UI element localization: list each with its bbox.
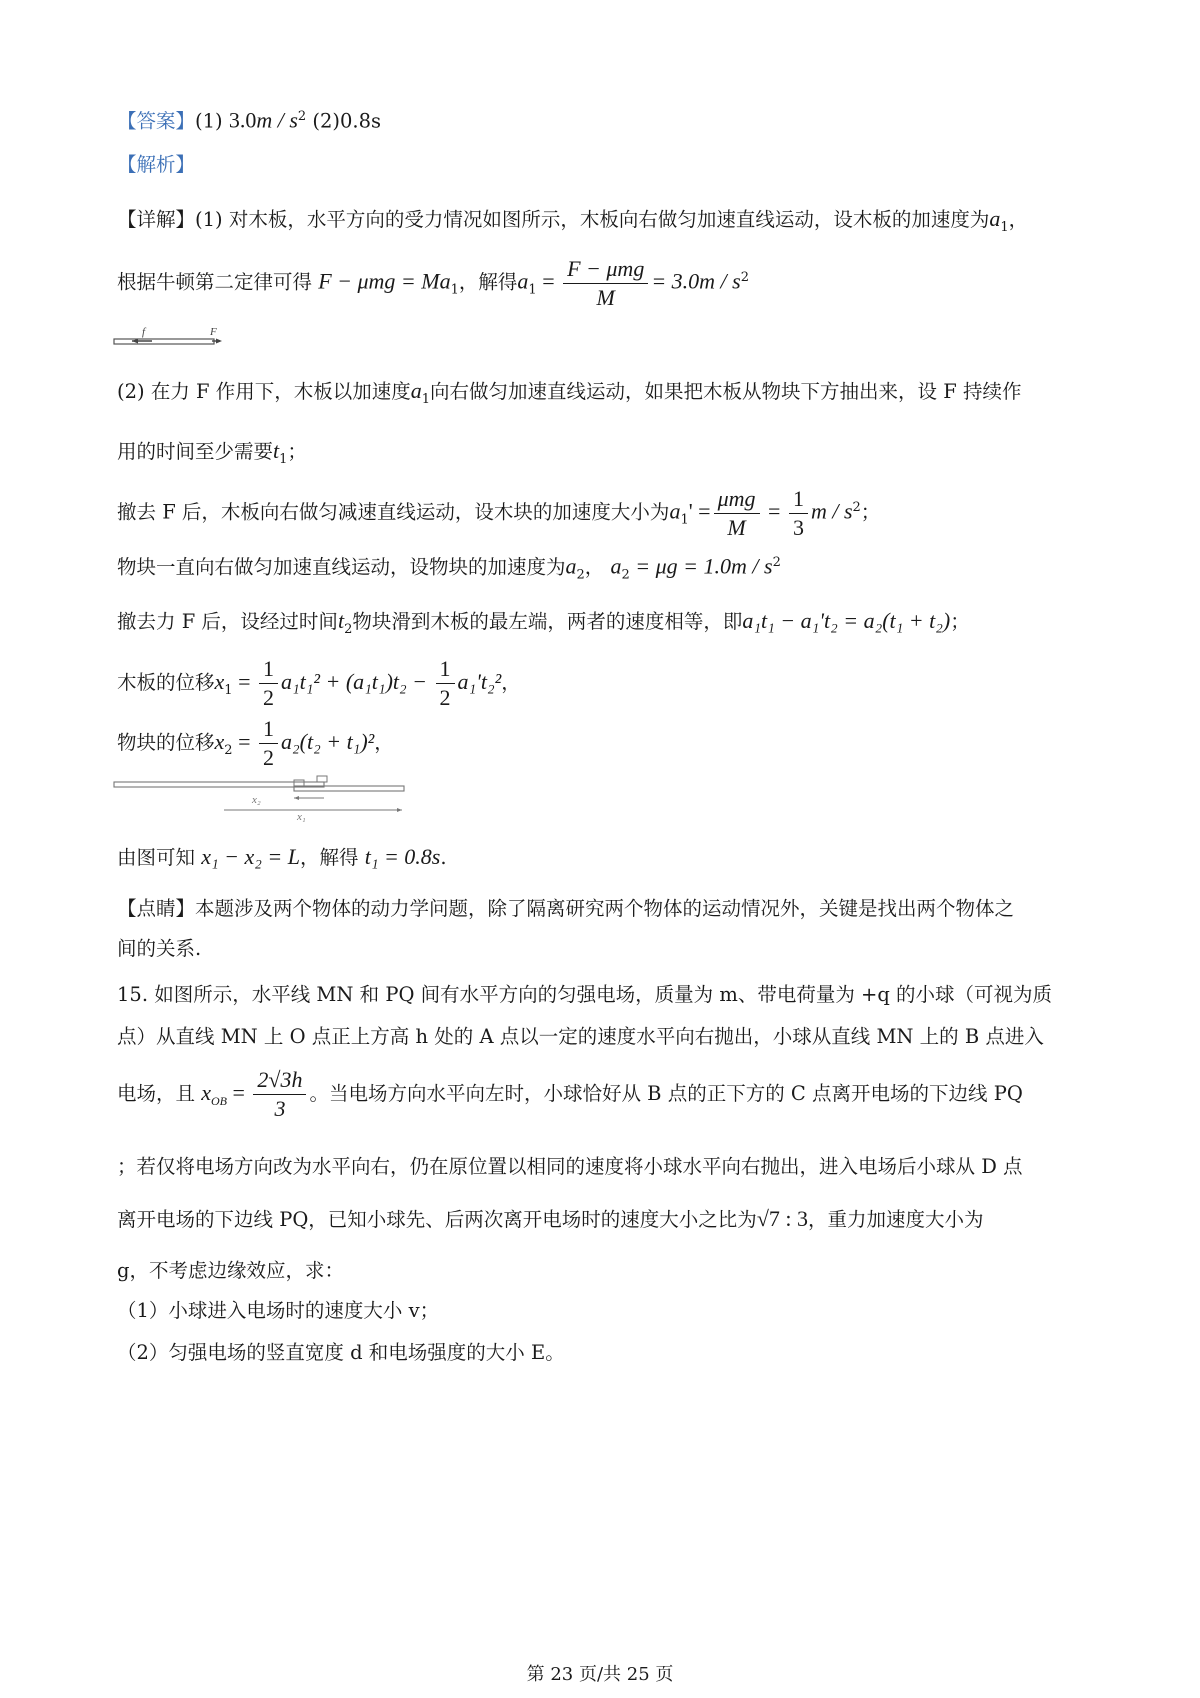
q15-line1-text: 15. 如图所示，水平线 MN 和 PQ 间有水平方向的匀强电场，质量为 m、带电荷量为 +q 的小球（可视为质 bbox=[117, 983, 1053, 1006]
conclusion-line bbox=[117, 844, 447, 871]
detail-line2-eq-sub: 1 bbox=[450, 282, 459, 298]
detail-line2-text: 根据牛顿第二定律可得 bbox=[117, 270, 313, 294]
q15-line2-text: 点）从直线 MN 上 O 点正上方高 h 处的 A 点以一定的速度水平向右抛出，小球从直线 MN 上的 B 点进入 bbox=[117, 1025, 1044, 1048]
part2-line-2 bbox=[117, 438, 307, 473]
detail-line2-num: F − μmg bbox=[563, 255, 648, 284]
q15-line-3 bbox=[117, 1062, 1023, 1132]
part2-line6-eq: = bbox=[232, 669, 256, 694]
part2-line3-num: μmg bbox=[714, 485, 760, 514]
q15-line-4 bbox=[117, 1154, 1023, 1180]
part2-line5-text: 撤去力 F 后，设经过时间 bbox=[117, 610, 338, 633]
q15-line5-text-b: ，重力加速度大小为 bbox=[808, 1208, 984, 1231]
comment-line-1 bbox=[117, 896, 1014, 922]
part2-line-4 bbox=[117, 550, 781, 588]
q15-line-2 bbox=[117, 1024, 1044, 1050]
q15-line6-text: g，不考虑边缘效应，求： bbox=[117, 1259, 344, 1282]
x2-label: x₂ bbox=[252, 794, 261, 806]
q15-line3-sub: OB bbox=[210, 1093, 227, 1108]
part2-line5-var: t bbox=[337, 608, 345, 633]
x2-arrowhead bbox=[294, 796, 299, 800]
part2-line1-var: a bbox=[410, 378, 422, 403]
part2-line6-fraction2 bbox=[436, 655, 455, 712]
friction-label: f bbox=[142, 326, 146, 338]
part2-line5-eq: a₁t₁ − a₁'t₂ = a₂(t₁ + t₂) bbox=[742, 608, 951, 633]
detail-line2-den: M bbox=[596, 284, 615, 310]
detail-line1-var: a bbox=[989, 206, 1001, 231]
part2-line4-eq: a bbox=[610, 553, 622, 579]
conclusion-end: . bbox=[440, 846, 447, 869]
part2-line2-end: ； bbox=[287, 440, 307, 463]
part2-line3-end: ； bbox=[860, 500, 881, 524]
part2-line4-mid: ， bbox=[584, 555, 605, 579]
part2-line3-eq: = bbox=[762, 498, 786, 524]
part2-line7-eq: = bbox=[232, 729, 256, 754]
q15-line-6 bbox=[117, 1258, 344, 1284]
part2-line3-den: M bbox=[727, 514, 746, 540]
detail-line1-end: ， bbox=[1008, 208, 1029, 231]
board-shape bbox=[114, 339, 214, 344]
analysis-line bbox=[117, 152, 195, 178]
q15-line3-den: 3 bbox=[274, 1096, 286, 1121]
q15-line5-text-a: 离开电场的下边线 PQ，已知小球先、后两次离开电场时的速度大小之比为 bbox=[117, 1208, 757, 1231]
q15-line4-text: ；若仅将电场方向改为水平向右，仍在原位置以相同的速度将小球水平向右抛出，进入电场后小球从 D 点 bbox=[117, 1155, 1023, 1178]
part2-line2-text: 用的时间至少需要 bbox=[117, 440, 274, 463]
part2-line6-frac2-num: 1 bbox=[436, 655, 455, 684]
part2-line6-frac2-den: 2 bbox=[439, 685, 451, 710]
part2-line4-sub: 2 bbox=[576, 567, 585, 583]
part2-line-6 bbox=[117, 652, 521, 721]
comment-line2-text: 间的关系. bbox=[117, 937, 202, 960]
x1-arrowhead bbox=[397, 808, 402, 812]
detail-line2-result-exp: 2 bbox=[740, 270, 750, 285]
force-arrowhead bbox=[216, 339, 222, 344]
detail-line2-result: = 3.0m / s bbox=[651, 268, 741, 294]
part2-line7-text: 物块的位移 bbox=[117, 731, 215, 754]
answer-part1-value: 3.0 bbox=[228, 107, 257, 133]
x1-label: x₁ bbox=[297, 811, 306, 822]
part2-line7-frac-num: 1 bbox=[259, 715, 278, 744]
part2-line3-exp: 2 bbox=[852, 500, 861, 515]
part2-line2-sub: 1 bbox=[279, 451, 288, 467]
answer-part2-prefix: (2) bbox=[312, 109, 341, 133]
part2-line6-term1: a₁t₁² + (a₁t₁)t₂ − bbox=[280, 669, 433, 694]
answer-part1-exp: 2 bbox=[297, 109, 307, 124]
part2-line3-num2: 1 bbox=[789, 485, 808, 514]
part2-line-1 bbox=[117, 378, 1021, 413]
answer-part1-prefix: (1) bbox=[195, 109, 223, 133]
answer-label: 【答案】 bbox=[117, 109, 196, 133]
detail-line-1 bbox=[117, 206, 1028, 241]
detail-line1-text: (1) 对木板，水平方向的受力情况如图所示，木板向右做匀加速直线运动，设木板的加速度为 bbox=[195, 208, 990, 231]
part2-line2-var: t bbox=[273, 438, 280, 463]
part2-line4-text: 物块一直向右做匀加速直线运动，设物块的加速度为 bbox=[117, 555, 566, 579]
q15-line3-fraction bbox=[253, 1066, 306, 1123]
displacement-diagram-figure bbox=[112, 772, 408, 822]
part2-line7-frac-den: 2 bbox=[262, 745, 274, 770]
q15-subquestion1-text: （1）小球进入电场时的速度大小 v； bbox=[117, 1299, 440, 1322]
detail-line-2 bbox=[117, 248, 749, 320]
part2-line6-text: 木板的位移 bbox=[117, 671, 215, 694]
conclusion-result: t₁ = 0.8s bbox=[364, 844, 441, 869]
part2-line-5 bbox=[117, 608, 970, 643]
part2-line3-sub: 1 bbox=[680, 512, 689, 528]
part2-line6-frac-den: 2 bbox=[262, 685, 274, 710]
detail-line2-a-sub: 1 bbox=[528, 282, 537, 298]
answer-part1-unit: m / s bbox=[256, 107, 298, 133]
conclusion-eq: x₁ − x₂ = L bbox=[201, 844, 300, 869]
detail-line2-eq2: = bbox=[536, 268, 561, 294]
part2-line3-var: a bbox=[669, 498, 681, 524]
part2-line6-end: ， bbox=[501, 671, 521, 694]
part2-line7-sub: 2 bbox=[224, 742, 233, 758]
detail-line2-eq: F − μmg = Ma bbox=[318, 268, 451, 294]
part2-line-7 bbox=[117, 712, 394, 781]
q15-subquestion-1 bbox=[117, 1298, 439, 1324]
part2-line3-text: 撤去 F 后，木板向右做匀减速直线运动，设木块的加速度大小为 bbox=[117, 500, 670, 524]
part2-line4-eq-sub: 2 bbox=[621, 567, 630, 583]
part2-line7-term: a₂(t₂ + t₁)² bbox=[280, 729, 375, 754]
board-initial-shape bbox=[114, 782, 324, 787]
part2-line4-var: a bbox=[565, 553, 577, 579]
answer-line bbox=[117, 104, 381, 135]
part2-line1-sub: 1 bbox=[421, 391, 431, 407]
q15-line3-num: 2√3h bbox=[253, 1066, 306, 1095]
part2-line3-fraction1 bbox=[714, 485, 760, 542]
part2-line3-den2: 3 bbox=[792, 514, 804, 540]
q15-line3-text-a: 电场，且 bbox=[117, 1082, 196, 1105]
part2-line3-prime: ' = bbox=[688, 498, 711, 524]
analysis-label: 【解析】 bbox=[117, 153, 196, 176]
part2-line6-term2: a₁'t₂² bbox=[457, 669, 502, 694]
part2-line1-text: (2) 在力 F 作用下，木板以加速度 bbox=[117, 380, 411, 403]
detail-line2-mid: ，解得 bbox=[458, 270, 518, 294]
block-initial-shape bbox=[317, 776, 327, 782]
part2-line7-fraction bbox=[259, 715, 278, 772]
answer-part2-value: 0.8s bbox=[340, 109, 382, 133]
part2-line1-rest: 向右做匀加速直线运动，如果把木板从物块下方抽出来，设 F 持续作 bbox=[430, 380, 1022, 403]
conclusion-text: 由图可知 bbox=[117, 846, 196, 869]
part2-line-3 bbox=[117, 478, 880, 550]
detail-label: 【详解】 bbox=[117, 208, 196, 231]
part2-line5-sub: 2 bbox=[344, 621, 353, 637]
detail-line2-fraction bbox=[563, 255, 648, 312]
q15-line3-eq: = bbox=[226, 1080, 251, 1105]
q15-line3-var: x bbox=[201, 1080, 211, 1105]
part2-line3-fraction2 bbox=[789, 485, 808, 542]
part2-line7-var: x bbox=[214, 729, 225, 754]
comment-line-2 bbox=[117, 936, 201, 962]
force-diagram-figure bbox=[112, 322, 224, 352]
q15-line3-text-b: 。当电场方向水平向左时，小球恰好从 B 点的正下方的 C 点离开电场的下边线 PQ bbox=[309, 1082, 1023, 1105]
part2-line3-unit: m / s bbox=[810, 498, 853, 524]
part2-line5-rest: 物块滑到木板的最左端，两者的速度相等，即 bbox=[352, 610, 743, 633]
part2-line4-exp: 2 bbox=[772, 555, 781, 570]
part2-line6-var: x bbox=[214, 669, 225, 694]
block-final-shape bbox=[294, 780, 304, 786]
q15-line-5 bbox=[117, 1206, 984, 1233]
q15-subquestion2-text: （2）匀强电场的竖直宽度 d 和电场强度的大小 E。 bbox=[117, 1341, 565, 1364]
q15-line-1 bbox=[117, 982, 1052, 1008]
part2-line6-frac-num: 1 bbox=[259, 655, 278, 684]
detail-line2-a: a bbox=[517, 268, 529, 294]
detail-line1-sub: 1 bbox=[1000, 219, 1009, 235]
part2-line6-sub: 1 bbox=[224, 682, 233, 698]
part2-line4-rest: = μg = 1.0m / s bbox=[629, 553, 773, 579]
part2-line6-fraction1 bbox=[259, 655, 278, 712]
part2-line5-end: ； bbox=[950, 610, 970, 633]
q15-line5-ratio: √7 : 3 bbox=[756, 1206, 808, 1231]
comment-line1-text: 本题涉及两个物体的动力学问题，除了隔离研究两个物体的运动情况外，关键是找出两个物体之 bbox=[195, 897, 1015, 920]
comment-label: 【点睛】 bbox=[117, 897, 196, 920]
conclusion-mid: ，解得 bbox=[299, 846, 359, 869]
page-footer: 第 23 页/共 25 页 bbox=[526, 1664, 674, 1685]
part2-line7-end: ， bbox=[374, 731, 394, 754]
force-label: F bbox=[210, 326, 217, 338]
q15-subquestion-2 bbox=[117, 1340, 565, 1366]
